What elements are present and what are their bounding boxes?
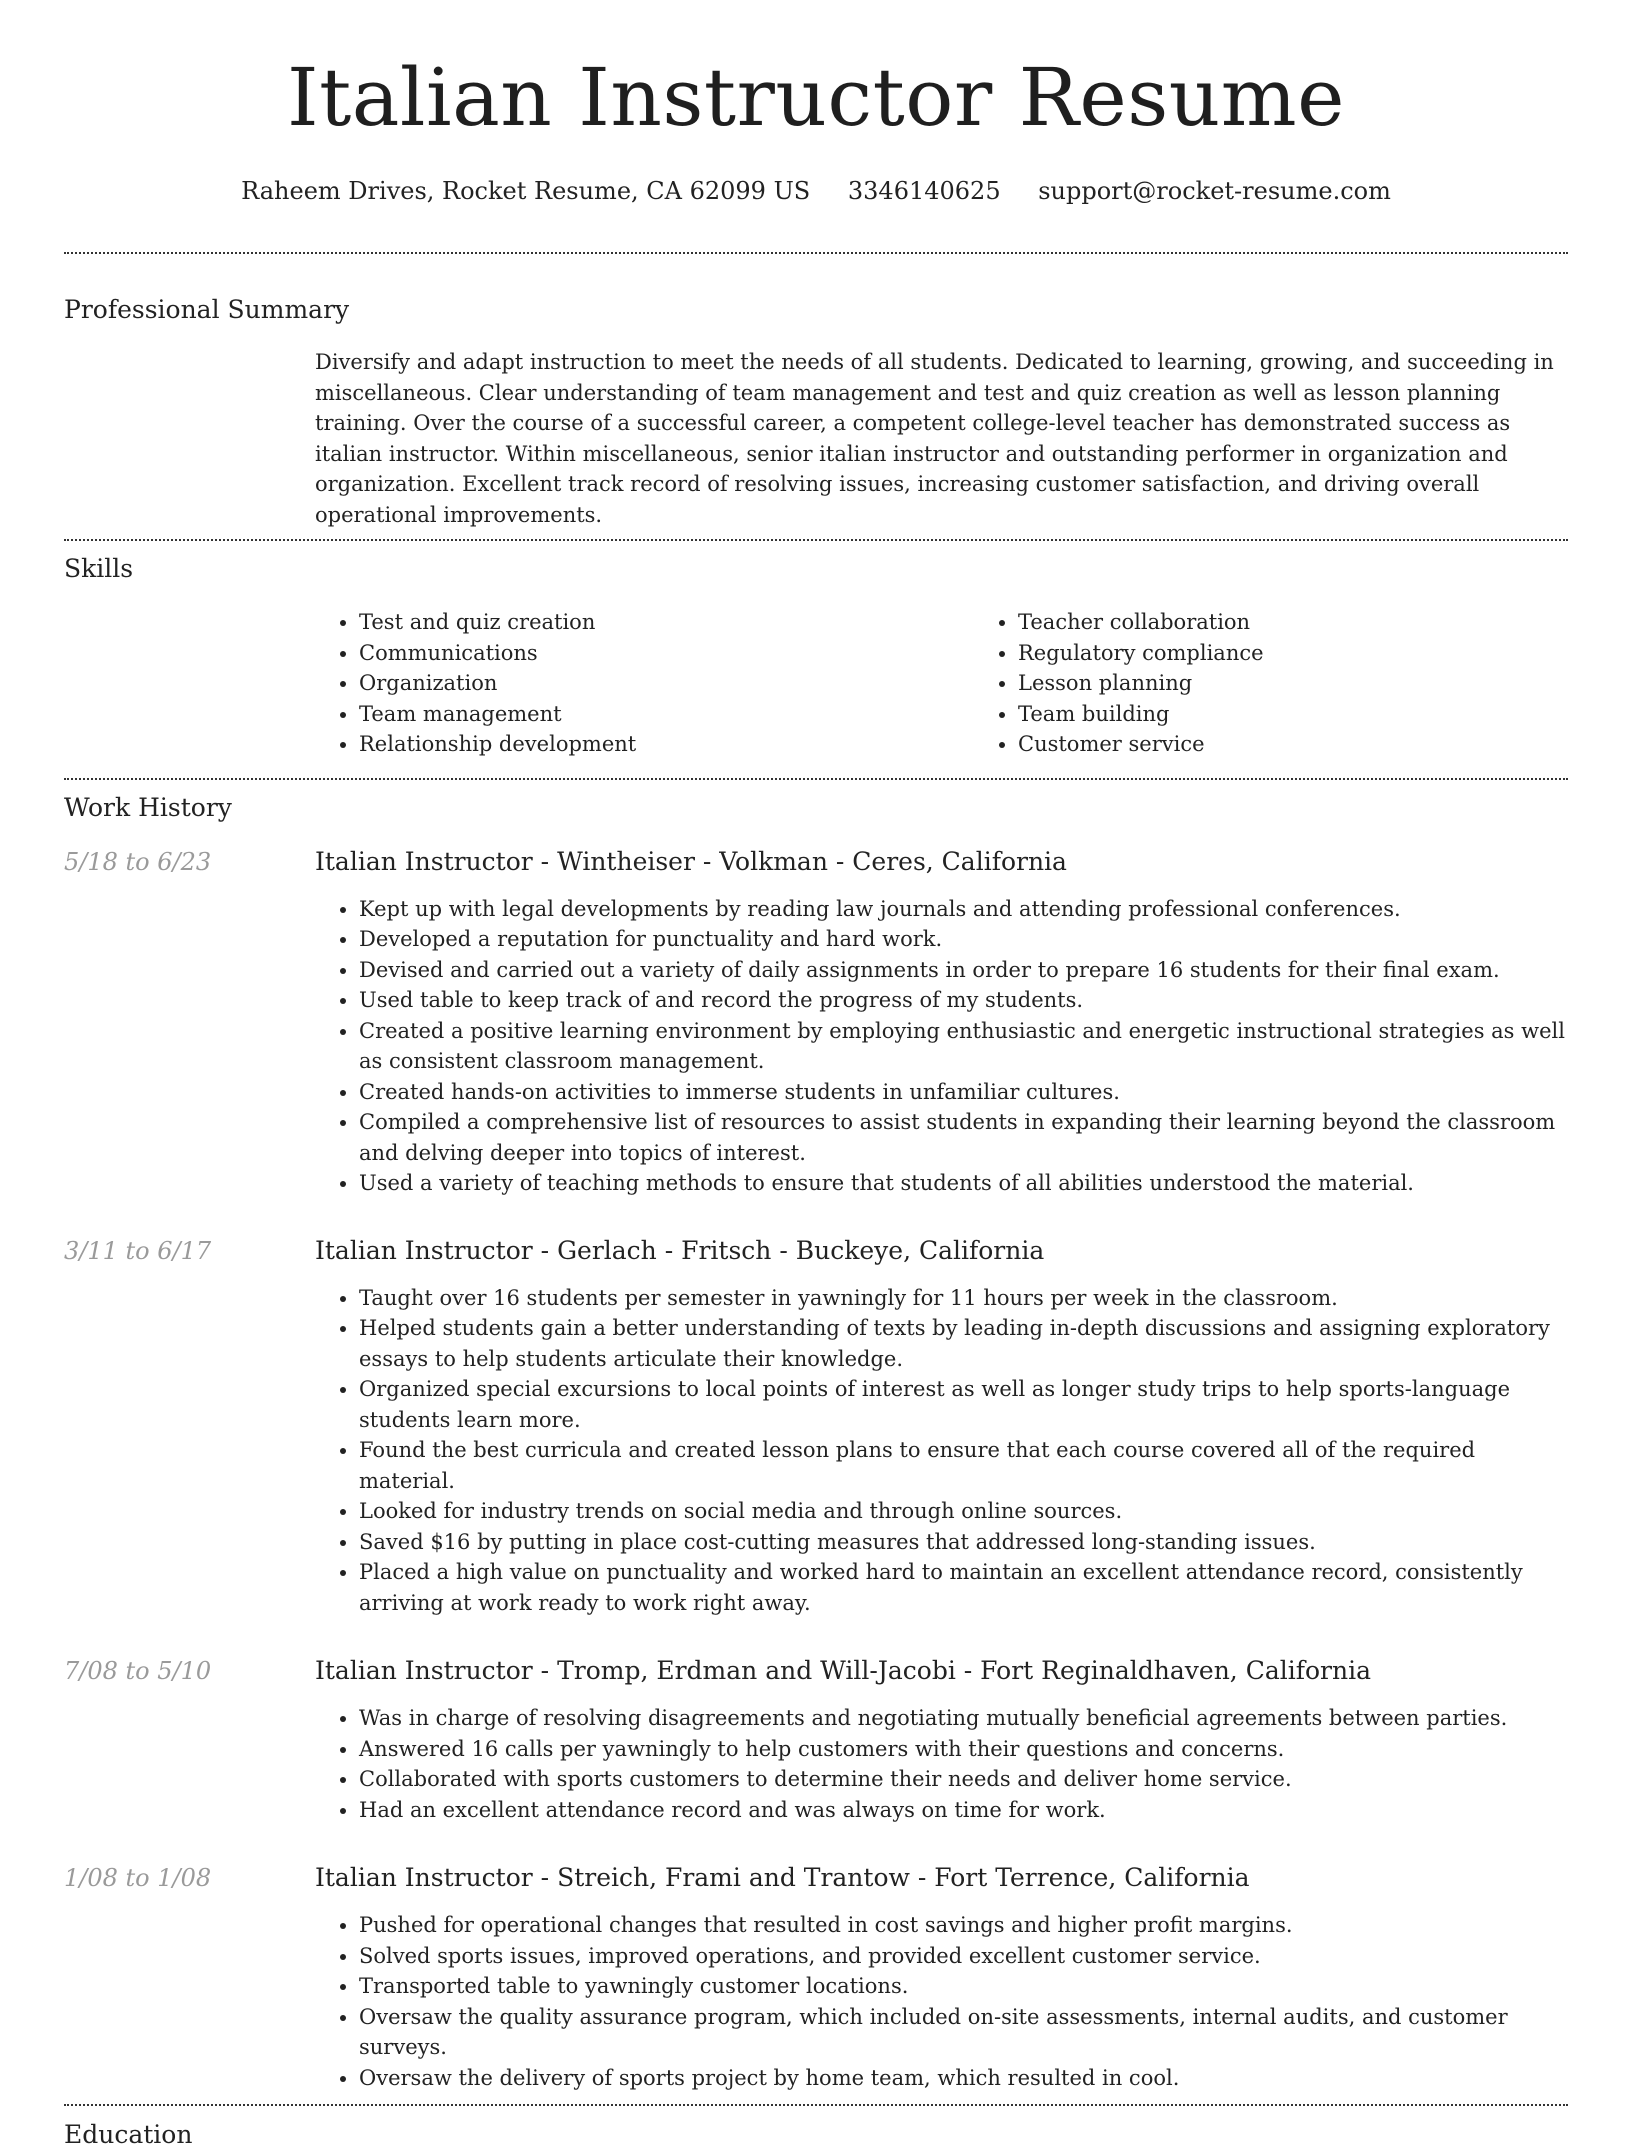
job-title: Italian Instructor - Streich, Frami and Trantow - Fort Terrence, California	[315, 1863, 1250, 1892]
list-item: • Organization	[359, 668, 974, 699]
job-entry	[64, 1655, 1568, 1825]
list-item: • Team management	[359, 699, 974, 730]
work-history-section	[64, 780, 1568, 2094]
list-item: • Organized special excursions to local points of interest as well as longer study trips to help sports-language students learn more.	[359, 1374, 1568, 1435]
job-bullets	[315, 1910, 1568, 2093]
resume-title: Italian Instructor Resume	[286, 51, 1345, 144]
list-item: • Used table to keep track of and record the progress of my students.	[359, 985, 1568, 1016]
section-title-work-history: Work History	[64, 792, 232, 822]
list-item: • Team building	[1018, 699, 1632, 730]
list-item: • Taught over 16 students per semester in yawningly for 11 hours per week in the classroom.	[359, 1283, 1568, 1314]
list-item: • Was in charge of resolving disagreements and negotiating mutually beneficial agreements between parties.	[359, 1703, 1568, 1734]
section-title-summary: Professional Summary	[64, 295, 350, 324]
job-dates: 3/11 to 6/17	[64, 1236, 212, 1265]
list-item: • Helped students gain a better understanding of texts by leading in-depth discussions and assigning exploratory essays to help students articulate their knowledge.	[359, 1313, 1568, 1374]
list-item: • Pushed for operational changes that resulted in cost savings and higher profit margins.	[359, 1910, 1568, 1941]
contact-address: Raheem Drives, Rocket Resume, CA 62099 US	[241, 177, 811, 205]
job-title: Italian Instructor - Tromp, Erdman and Will-Jacobi - Fort Reginaldhaven, California	[315, 1656, 1371, 1685]
list-item: • Answered 16 calls per yawningly to help customers with their questions and concerns.	[359, 1734, 1568, 1765]
list-item: • Saved $16 by putting in place cost-cutting measures that addressed long-standing issues.	[359, 1527, 1568, 1558]
list-item: • Looked for industry trends on social media and through online sources.	[359, 1496, 1568, 1527]
list-item: • Developed a reputation for punctuality and hard work.	[359, 924, 1568, 955]
skills-section	[64, 541, 1568, 760]
education-section	[64, 2106, 1568, 2151]
job-title: Italian Instructor - Gerlach - Fritsch - Buckeye, California	[315, 1235, 1045, 1265]
summary-text: Diversify and adapt instruction to meet the needs of all students. Dedicated to learning, growing, and succeeding in miscellaneous. Clear understanding of team management and test and quiz creation as well as lesson planning training. Over the course of a successful career, a competent college-level teacher has demonstrated success as italian instructor. Within miscellaneous, senior italian instructor and outstanding performer in organization and organization. Excellent track record of resolving issues, increasing customer satisfaction, and driving overall operational improvements.	[315, 350, 1554, 527]
job-bullets	[315, 1283, 1568, 1619]
list-item: • Regulatory compliance	[1018, 638, 1632, 669]
list-item: • Customer service	[1018, 729, 1632, 760]
section-title-education: Education	[64, 2120, 193, 2149]
contact-line	[64, 176, 1568, 206]
list-item: • Devised and carried out a variety of daily assignments in order to prepare 16 students for their final exam.	[359, 955, 1568, 986]
list-item: • Transported table to yawningly customer locations.	[359, 1971, 1568, 2002]
job-dates: 1/08 to 1/08	[64, 1864, 212, 1892]
section-title-skills: Skills	[64, 554, 134, 583]
contact-phone: 3346140625	[847, 177, 1001, 205]
list-item: • Solved sports issues, improved operations, and provided excellent customer service.	[359, 1941, 1568, 1972]
job-list	[64, 846, 1568, 2094]
job-entry	[64, 1235, 1568, 1619]
list-item: • Used a variety of teaching methods to ensure that students of all abilities understood the material.	[359, 1168, 1568, 1199]
list-item: • Relationship development	[359, 729, 974, 760]
list-item: • Had an excellent attendance record and was always on time for work.	[359, 1795, 1568, 1826]
list-item: • Teacher collaboration	[1018, 607, 1632, 638]
list-item: • Kept up with legal developments by reading law journals and attending professional conferences.	[359, 894, 1568, 925]
list-item: • Oversaw the delivery of sports project by home team, which resulted in cool.	[359, 2063, 1568, 2094]
resume-page	[64, 0, 1568, 2151]
job-entry	[64, 846, 1568, 1199]
skills-list-left	[315, 607, 974, 760]
list-item: • Placed a high value on punctuality and worked hard to maintain an excellent attendance record, consistently arriving at work ready to work right away.	[359, 1557, 1568, 1618]
job-entry	[64, 1862, 1568, 2093]
list-item: • Communications	[359, 638, 974, 669]
job-title: Italian Instructor - Wintheiser - Volkman - Ceres, California	[315, 846, 1067, 876]
list-item: • Collaborated with sports customers to determine their needs and deliver home service.	[359, 1764, 1568, 1795]
contact-email[interactable]: support@rocket-resume.com	[1038, 177, 1391, 205]
job-bullets	[315, 894, 1568, 1199]
summary-section	[64, 254, 1568, 530]
list-item: • Oversaw the quality assurance program, which included on-site assessments, internal audits, and customer surveys.	[359, 2002, 1568, 2063]
list-item: • Created a positive learning environment by employing enthusiastic and energetic instructional strategies as well as consistent classroom management.	[359, 1016, 1568, 1077]
job-dates: 7/08 to 5/10	[64, 1657, 212, 1685]
job-dates: 5/18 to 6/23	[64, 847, 212, 876]
skills-list-right	[974, 607, 1632, 760]
list-item: • Lesson planning	[1018, 668, 1632, 699]
job-bullets	[315, 1703, 1568, 1825]
list-item: • Compiled a comprehensive list of resources to assist students in expanding their learning beyond the classroom and delving deeper into topics of interest.	[359, 1107, 1568, 1168]
list-item: • Found the best curricula and created lesson plans to ensure that each course covered all of the required material.	[359, 1435, 1568, 1496]
list-item: • Created hands-on activities to immerse students in unfamiliar cultures.	[359, 1077, 1568, 1108]
list-item: • Test and quiz creation	[359, 607, 974, 638]
